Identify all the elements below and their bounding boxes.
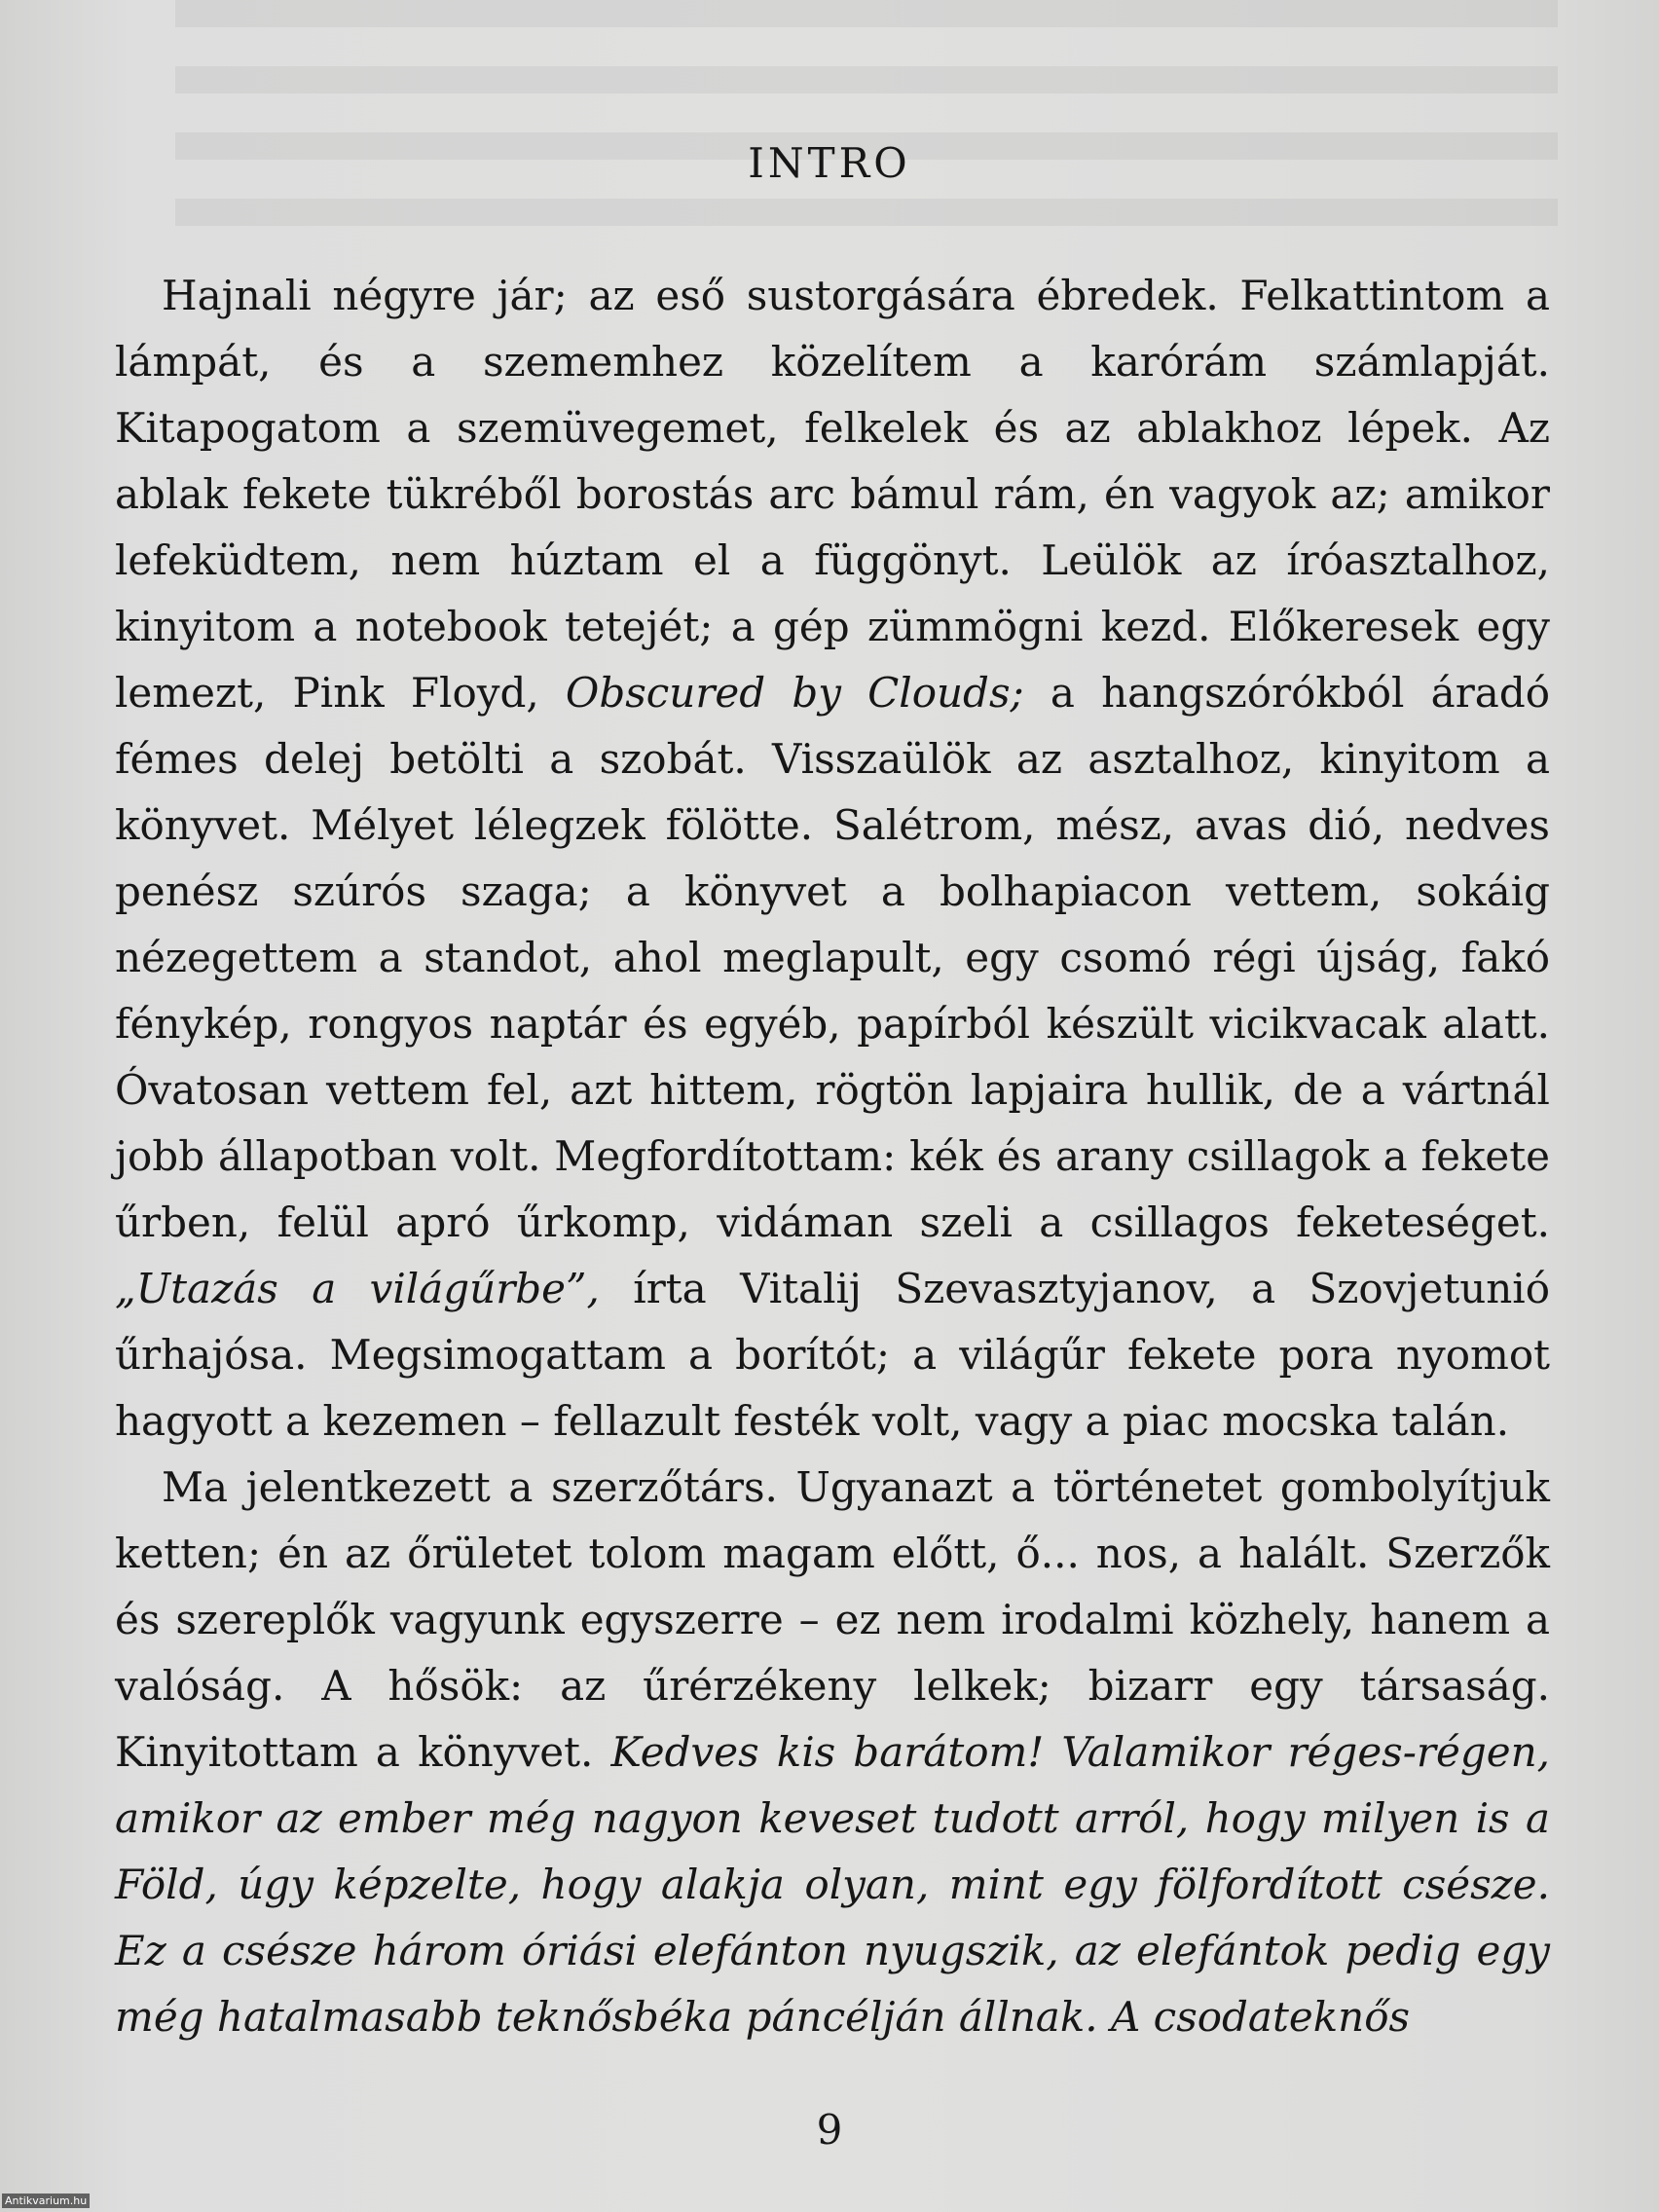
book-title: „Utazás a világűrbe”, (115, 1265, 600, 1312)
paragraph-1-text-c: írta Vitalij Szevasztyjanov, a Szovjetunió űrhajósa. Megsimogattam a borítót; a világűr fekete pora nyomot hagyott a kezemen – fellazult festék volt, vagy a piac mocska talán. (115, 1265, 1551, 1445)
album-title: Obscured by Clouds; (565, 669, 1024, 717)
paragraph-1-text-a: Hajnali négyre jár; az eső sustorgására ébredek. Felkattintom a lámpát, és a szememhez közelítem a karórám számlapját. Kitapogatom a szemüvegemet, felkelek és az ablakhoz lépek. Az ablak fekete tükréből borostás arc bámul rám, én vagyok az; amikor lefeküdtem, nem húztam el a függönyt. Leülök az íróasztalhoz, kinyitom a notebook tetejét; a gép zümmögni kezd. Előkeresek egy lemezt, Pink Floyd, (115, 272, 1550, 717)
page-number: 9 (816, 2106, 843, 2154)
chapter-title: INTRO (748, 139, 911, 187)
paragraph-1-text-b: a hangszórókból áradó fémes delej betölti a szobát. Visszaülök az asztalhoz, kinyitom a könyvet. Mélyet lélegzek fölötte. Salétrom, mész, avas dió, nedves penész szúrós szaga; a könyvet a bolhapiacon vettem, sokáig nézegettem a standot, ahol meglapult, egy csomó régi újság, fakó fénykép, rongyos naptár és egyéb, papírból készült vicikvacak alatt. Óvatosan vettem fel, azt hittem, rögtön lapjaira hullik, de a vártnál jobb állapotban volt. Megfordítottam: kék és arany csillagok a fekete űrben, felül apró űrkomp, vidáman szeli a csillagos feketeséget. (115, 669, 1550, 1246)
paragraph-2 (115, 1455, 1550, 2050)
body-text (115, 263, 1550, 2050)
italic-quote: Kedves kis barátom! Valamikor réges-régen, amikor az ember még nagyon keveset tudott arról, hogy milyen is a Föld, úgy képzelte, hogy alakja olyan, mint egy fölfordított csésze. Ez a csésze három óriási elefánton nyugszik, az elefántok pedig egy még hatalmasabb teknősbéka páncélján állnak. A csodateknős (115, 1728, 1550, 2041)
paragraph-2-text: Ma jelentkezett a szerzőtárs. Ugyanazt a történetet gombolyítjuk ketten; én az őrületet tolom magam előtt, ő... nos, a halált. Szerzők és szereplők vagyunk egyszerre – ez nem irodalmi közhely, hanem a valóság. A hősök: az űrérzékeny lelkek; bizarr egy társaság. Kinyitottam a könyvet. (115, 1463, 1550, 1776)
bleed-through-text (175, 0, 1558, 253)
paragraph-1 (115, 263, 1550, 1455)
watermark: Antikvarium.hu (2, 2194, 90, 2208)
